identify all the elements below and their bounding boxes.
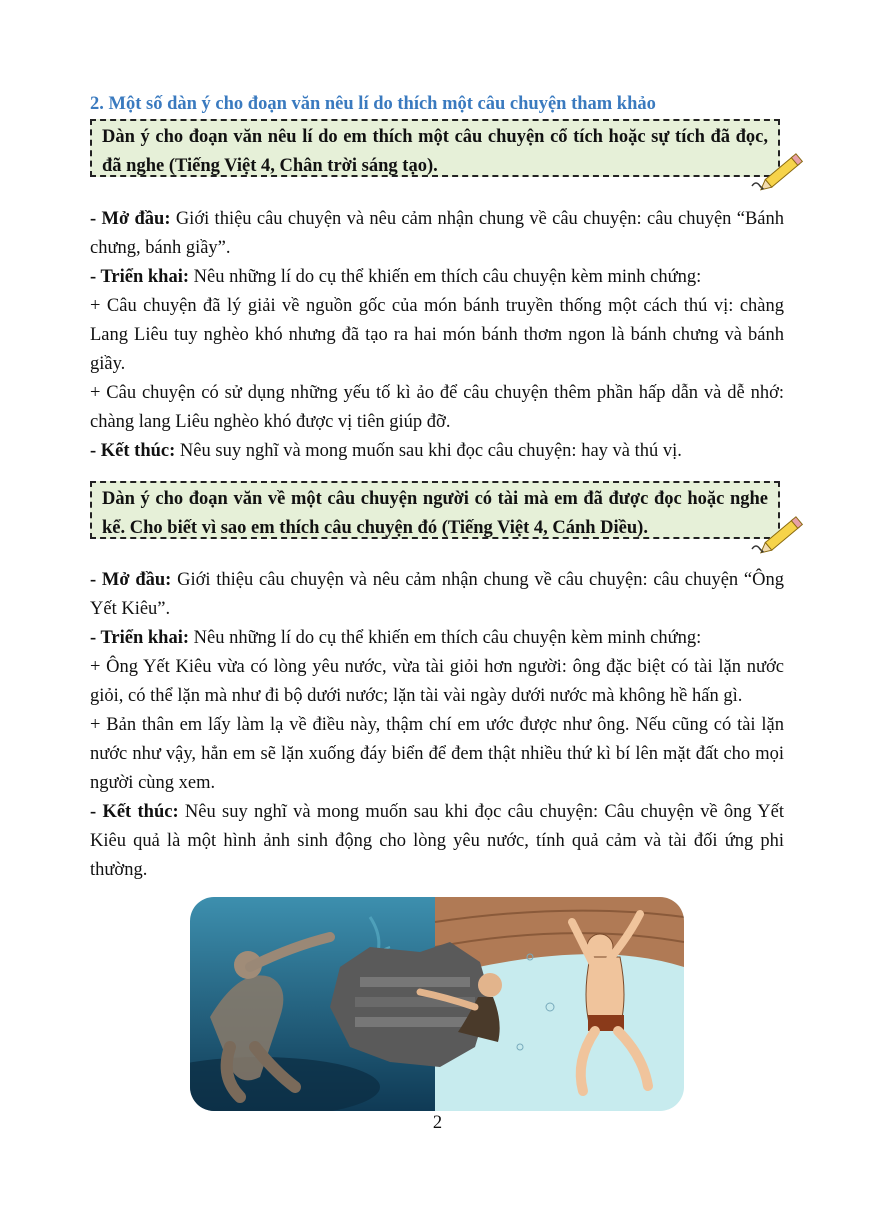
outline1-content <box>90 205 784 466</box>
outline1-point2: + Câu chuyện có sử dụng những yếu tố kì ảo để câu chuyện thêm phần hấp dẫn và dễ nhớ: chàng lang Liêu nghèo khó được vị tiên giúp đỡ. <box>90 383 784 432</box>
outline2-title-box: Dàn ý cho đoạn văn về một câu chuyện người có tài mà em đã được đọc hoặc nghe kể. Cho biết vì sao em thích câu chuyện đó (Tiếng Việt 4, Cánh Diều). <box>90 481 780 539</box>
outline1-point1: + Câu chuyện đã lý giải về nguồn gốc của món bánh truyền thống một cách thú vị: chàng Lang Liêu tuy nghèo khó nhưng đã tạo ra hai món bánh thơm ngon là bánh chưng và bánh giầy. <box>90 296 784 374</box>
outline2-point2: + Bản thân em lấy làm lạ về điều này, thậm chí em ước được như ông. Nếu cũng có tài lặn nước như vậy, hẳn em sẽ lặn xuống đáy biển để đem thật nhiều thứ kì bí lên mặt đất cho mọi người cùng xem. <box>90 715 784 793</box>
end-text: Nêu suy nghĩ và mong muốn sau khi đọc câu chuyện: hay và thú vị. <box>175 441 682 461</box>
outline1-end <box>90 437 784 466</box>
body-label: - Triển khai: <box>90 267 190 287</box>
end-label: - Kết thúc: <box>90 441 176 461</box>
pencil-icon <box>748 505 810 557</box>
intro-label: - Mở đầu: <box>90 570 172 590</box>
page-number: 2 <box>432 1113 443 1133</box>
outline1-title-box: Dàn ý cho đoạn văn nêu lí do em thích một câu chuyện cổ tích hoặc sự tích đã đọc, đã nghe (Tiếng Việt 4, Chân trời sáng tạo). <box>90 119 780 177</box>
yet-kieu-illustration <box>190 897 684 1111</box>
body-text: Nêu những lí do cụ thể khiến em thích câu chuyện kèm minh chứng: <box>189 628 702 648</box>
outline1-intro <box>90 205 784 263</box>
intro-text: Giới thiệu câu chuyện và nêu cảm nhận chung về câu chuyện: câu chuyện “Ông Yết Kiêu”. <box>90 570 784 619</box>
outline2-intro <box>90 566 784 624</box>
intro-label: - Mở đầu: <box>90 209 171 229</box>
outline2-body <box>90 624 784 653</box>
body-text: Nêu những lí do cụ thể khiến em thích câu chuyện kèm minh chứng: <box>189 267 702 287</box>
outline2-point1: + Ông Yết Kiêu vừa có lòng yêu nước, vừa tài giỏi hơn người: ông đặc biệt có tài lặn nước giỏi, có thể lặn mà như đi bộ dưới nước; lặn tài vài ngày dưới nước mà không hề hấn gì. <box>90 657 784 706</box>
outline2-content <box>90 566 784 885</box>
body-label: - Triển khai: <box>90 628 190 648</box>
outline2-end <box>90 798 784 885</box>
outline1-body <box>90 263 784 292</box>
intro-text: Giới thiệu câu chuyện và nêu cảm nhận chung về câu chuyện: câu chuyện “Bánh chưng, bánh giầy”. <box>90 209 785 258</box>
section-heading: 2. Một số dàn ý cho đoạn văn nêu lí do thích một câu chuyện tham khảo <box>90 94 656 114</box>
end-label: - Kết thúc: <box>90 802 179 822</box>
pencil-icon <box>748 142 810 194</box>
end-text: Nêu suy nghĩ và mong muốn sau khi đọc câu chuyện: Câu chuyện về ông Yết Kiêu quả là một hình ảnh sinh động cho lòng yêu nước, tính quả cảm và tài đối ứng phi thường. <box>90 802 784 880</box>
